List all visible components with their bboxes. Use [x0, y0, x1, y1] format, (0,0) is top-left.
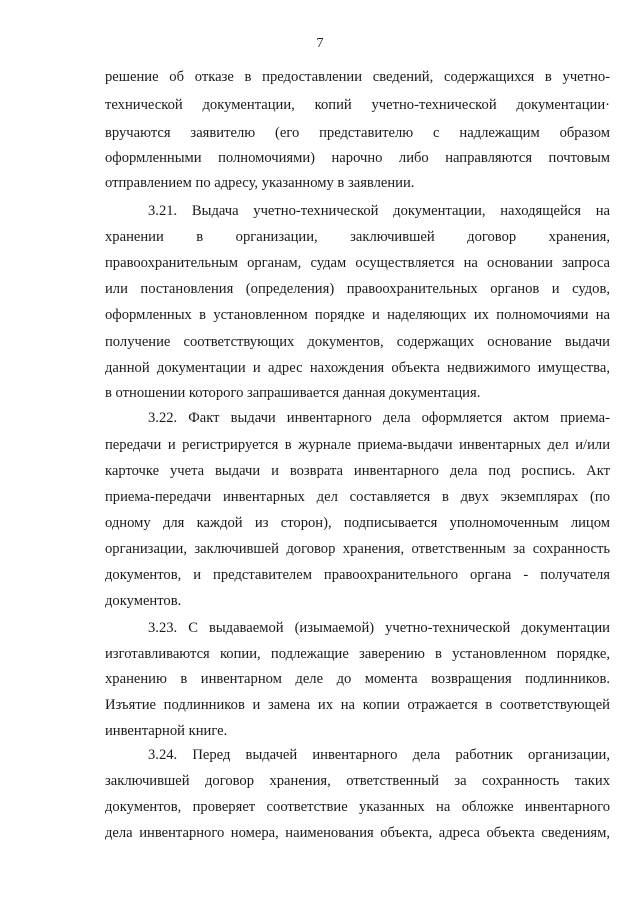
- paragraph-line: 3.24. Перед выдачей инвентарного дела работник организации,: [148, 747, 610, 763]
- paragraph-line: хранению в инвентарном деле до момента возвращения подлинников.: [105, 671, 610, 687]
- paragraph-line: организации, заключившей договор хранения, ответственным за сохранность: [105, 541, 610, 557]
- paragraph-line: одному для каждой из сторон), подписывается уполномоченным лицом: [105, 515, 610, 531]
- paragraph-line: оформленными полномочиями) нарочно либо направляются почтовым: [105, 150, 610, 166]
- paragraph-line: в отношении которого запрашивается данная документация.: [105, 385, 481, 401]
- paragraph-line: дела инвентарного номера, наименования объекта, адреса объекта сведениям,: [105, 825, 610, 841]
- paragraph-line: изготавливаются копии, подлежащие заверению в установленном порядке,: [105, 646, 610, 662]
- paragraph-line: решение об отказе в предоставлении сведений, содержащихся в учетно-: [105, 69, 610, 85]
- paragraph-line: получение соответствующих документов, содержащих основание выдачи: [105, 334, 610, 350]
- paragraph-line: заключившей договор хранения, ответственный за сохранность таких: [105, 773, 610, 789]
- paragraph-line: или постановления (определения) правоохранительных органов и судов,: [105, 281, 610, 297]
- paragraph-line: хранении в организации, заключившей договор хранения,: [105, 229, 610, 245]
- paragraph-line: передачи и регистрируется в журнале приема-выдачи инвентарных дел и/или: [105, 437, 610, 453]
- paragraph-line: приема-передачи инвентарных дел составляется в двух экземплярах (по: [105, 489, 610, 505]
- paragraph-line: технической документации, копий учетно-технической документации·: [105, 97, 610, 113]
- paragraph-line: данной документации и адрес нахождения объекта недвижимого имущества,: [105, 360, 610, 376]
- paragraph-line: документов, и представителем правоохранительного органа - получателя: [105, 567, 610, 583]
- paragraph-line: Изъятие подлинников и замена их на копии отражается в соответствующей: [105, 697, 610, 713]
- paragraph-line: оформленных в установленном порядке и наделяющих их полномочиями на: [105, 307, 610, 323]
- paragraph-line: 3.22. Факт выдачи инвентарного дела оформляется актом приема-: [148, 410, 610, 426]
- paragraph-line: 3.21. Выдача учетно-технической документации, находящейся на: [148, 203, 610, 219]
- paragraph-line: карточке учета выдачи и возврата инвентарного дела под роспись. Акт: [105, 463, 610, 479]
- paragraph-line: документов.: [105, 593, 182, 609]
- paragraph-line: вручаются заявителю (его представителю с надлежащим образом: [105, 125, 610, 141]
- page-number: 7: [316, 36, 324, 51]
- paragraph-line: инвентарной книге.: [105, 723, 228, 739]
- paragraph-line: отправлением по адресу, указанному в заявлении.: [105, 175, 415, 191]
- paragraph-line: 3.23. С выдаваемой (изымаемой) учетно-технической документации: [148, 620, 610, 636]
- paragraph-line: правоохранительным органам, судам осуществляется на основании запроса: [105, 255, 610, 271]
- paragraph-line: документов, проверяет соответствие указанных на обложке инвентарного: [105, 799, 610, 815]
